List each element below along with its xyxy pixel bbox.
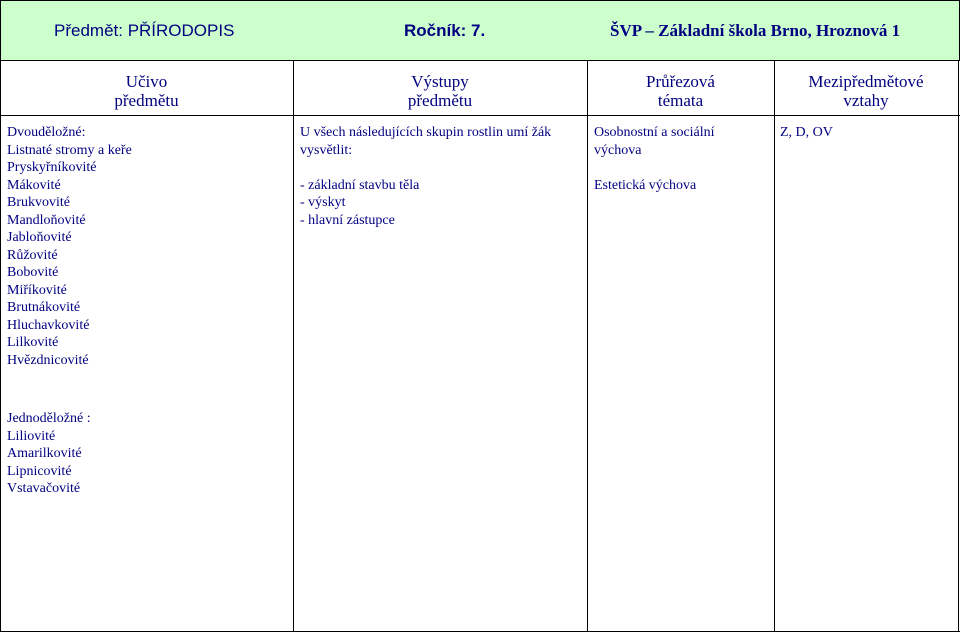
list-item: Růžovité: [7, 247, 58, 263]
column-header-vystupy: Výstupy předmětu: [407, 72, 473, 110]
list-item: Jednoděložné :: [7, 411, 91, 426]
list-item: Vstavačovité: [7, 481, 81, 496]
list-item: Miříkovité: [7, 282, 67, 298]
list-item: Lipnicovité: [7, 463, 72, 479]
cross-subject-links: Z, D, OV: [780, 125, 833, 140]
mezipredmetove-cell: [780, 124, 833, 142]
column-divider: [293, 60, 294, 632]
vystupy-cell: [300, 124, 551, 229]
theme-aesthetic: Estetická výchova: [594, 177, 697, 193]
ucivo-dicots-list: [7, 124, 132, 369]
column-header-prurezova: Průřezová témata: [646, 72, 715, 110]
list-item: Jabloňovité: [7, 230, 72, 245]
vystupy-intro: U všech následujících skupin rostlin umí žák: [300, 125, 552, 140]
spacer: [594, 159, 715, 177]
list-item: Pryskyřníkovité: [7, 160, 97, 175]
subject-title: Předmět: PŘÍRODOPIS: [54, 21, 235, 40]
theme-personal-social-cont: výchova: [594, 142, 642, 158]
list-item: Hluchavkovité: [7, 317, 90, 333]
spacer: [300, 159, 551, 177]
list-item: Hvězdnicovité: [7, 352, 89, 368]
school-title: ŠVP – Základní škola Brno, Hroznová 1: [610, 21, 901, 40]
list-item: Brutnákovité: [7, 300, 81, 315]
prurezova-cell: [594, 124, 715, 194]
ucivo-monocots-list: [7, 410, 91, 498]
table-border-right: [958, 60, 959, 632]
column-divider: [774, 60, 775, 632]
theme-personal-social: Osobnostní a sociální: [594, 125, 715, 140]
column-divider: [587, 60, 588, 632]
list-item: Mákovité: [7, 177, 61, 193]
list-item: Listnaté stromy a keře: [7, 142, 132, 158]
curriculum-table: [0, 60, 960, 632]
list-item: Bobovité: [7, 265, 59, 280]
list-item: - výskyt: [300, 195, 346, 210]
list-item: - hlavní zástupce: [300, 212, 395, 228]
list-item: Lilkovité: [7, 335, 59, 350]
list-item: - základní stavbu těla: [300, 177, 420, 193]
list-item: Mandloňovité: [7, 212, 86, 228]
list-item: Dvouděložné:: [7, 125, 86, 140]
table-border-left: [0, 60, 1, 632]
column-header-ucivo: Učivo předmětu: [114, 72, 179, 110]
list-item: Brukvovité: [7, 195, 70, 210]
list-item: Amarilkovité: [7, 446, 82, 461]
list-item: Liliovité: [7, 428, 56, 444]
vystupy-intro-cont: vysvětlit:: [300, 142, 353, 158]
grade-title: Ročník: 7.: [404, 21, 486, 40]
column-header-mezipredmetove: Mezipředmětové vztahy: [808, 72, 924, 110]
header-row-divider: [0, 115, 960, 116]
header-bar: [0, 0, 960, 61]
